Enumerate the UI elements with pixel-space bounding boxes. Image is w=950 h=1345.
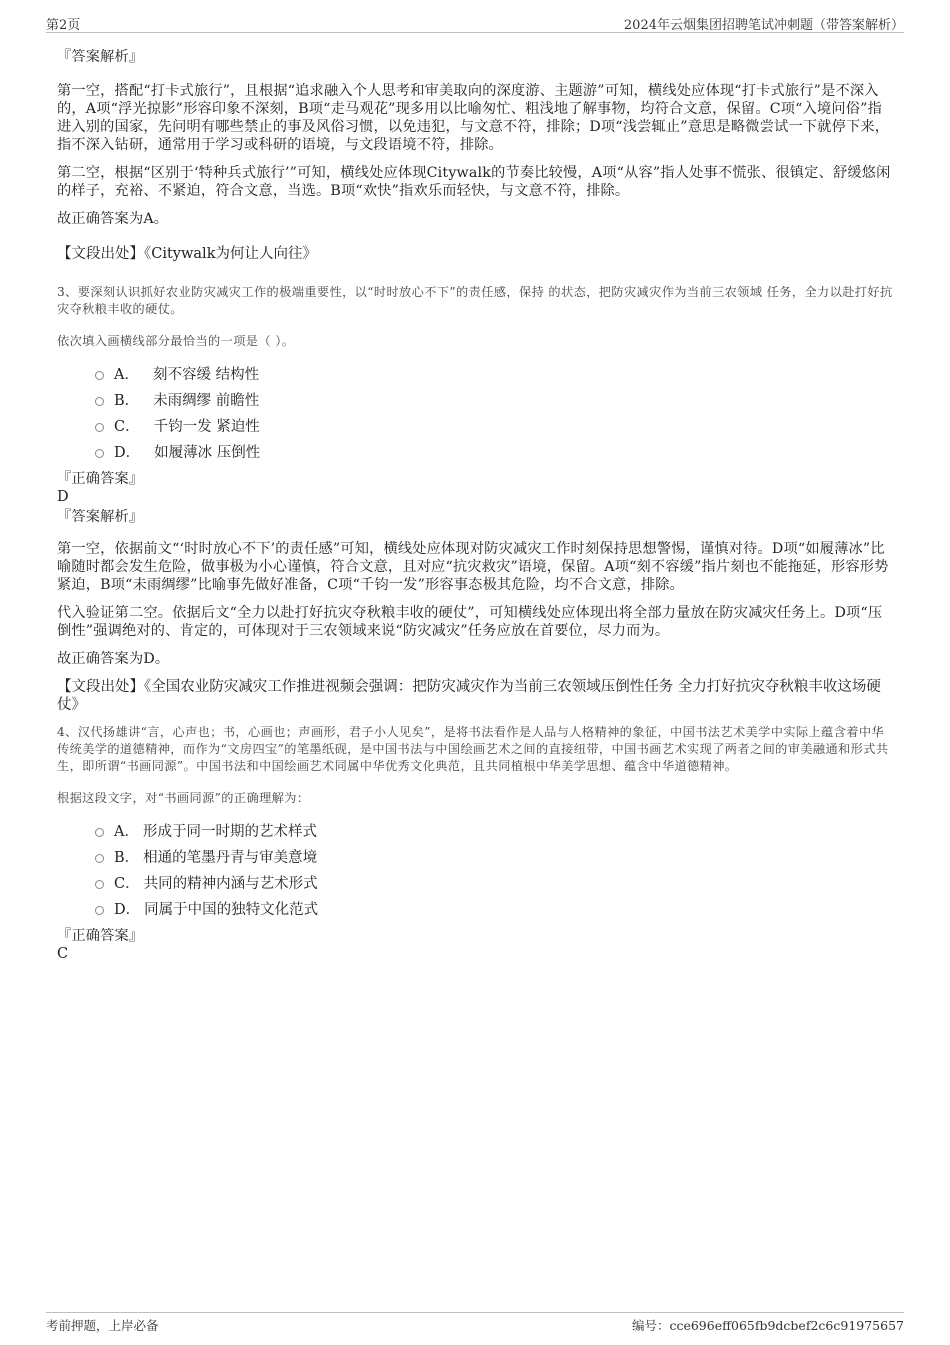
page-header (46, 12, 904, 33)
q3-answer: D (57, 489, 69, 505)
page-number: 第2页 (46, 18, 81, 33)
q4-answer-label: 『正确答案』 (57, 928, 144, 944)
q3-answer-label: 『正确答案』 (57, 471, 144, 487)
q4-prompt: 根据这段文字，对“书画同源”的正确理解为： (57, 791, 310, 805)
q2-analysis-label: 『答案解析』 (57, 49, 144, 65)
radio-icon[interactable] (95, 423, 104, 432)
document-title: 2024年云烟集团招聘笔试冲刺题（带答案解析） (623, 18, 904, 33)
radio-icon[interactable] (95, 449, 104, 458)
q4-options (95, 817, 893, 921)
q3-analysis-label: 『答案解析』 (57, 509, 144, 525)
q3-analysis-paragraph: 第一空，依据前文“‘时时放心不下’的责任感”可知，横线处应体现对防灾减灾工作时刻保持思想警惕，谨慎对待。D项“如履薄冰”比喻随时都会发生危险，做事极为小心谨慎，符合文意，且对应“抗灾救灾”语境，保留。A项“刻不容缓”指片刻也不能拖延，形容形势紧迫，B项“未雨绸缪”比喻事先做好准备，C项“千钧一发”形容事态极其危险，均不合文意，排除。 (57, 541, 889, 593)
q3-option-a[interactable]: A． 刻不容缓 结构性 (95, 360, 893, 386)
page-content (57, 40, 893, 963)
q2-analysis-paragraph: 第一空，搭配“打卡式旅行”，且根据“追求融入个人思考和审美取向的深度游、主题游”可知，横线处应体现“打卡式旅行”是不深入的，A项“浮光掠影”形容印象不深刻，B项“走马观花”现多用以比喻匆忙、粗浅地了解事物，均符合文意，保留。C项“入境问俗”指进入别的国家，先问明有哪些禁止的事及风俗习惯，以免违犯，与文意不符，排除；D项“浅尝辄止”意思是略微尝试一下就停下来，指不深入钻研，通常用于学习或科研的语境，与文段语境不符，排除。 (57, 83, 890, 153)
q3-prompt: 依次填入画横线部分最恰当的一项是（ ）。 (57, 334, 295, 348)
q4-option-a[interactable]: A． 形成于同一时期的艺术样式 (95, 817, 893, 843)
q3-option-b[interactable]: B． 未雨绸缪 前瞻性 (95, 386, 893, 412)
document-code: 编号：cce696eff065fb9dcbef2c6c91975657 (631, 1318, 904, 1333)
q3-source: 【文段出处】《全国农业防灾减灾工作推进视频会强调：把防灾减灾作为当前三农领域压倒性任务 全力打好抗灾夺秋粮丰收这场硬仗》 (57, 679, 881, 713)
q3-option-c[interactable]: C． 千钧一发 紧迫性 (95, 412, 893, 438)
q3-conclusion: 故正确答案为D。 (57, 651, 170, 667)
radio-icon[interactable] (95, 906, 104, 915)
radio-icon[interactable] (95, 880, 104, 889)
radio-icon[interactable] (95, 854, 104, 863)
q4-stem: 4、汉代扬雄讲“言，心声也；书，心画也；声画形，君子小人见矣”，是将书法看作是人品与人格精神的象征，中国书法艺术美学中实际上蕴含着中华传统美学的道德精神，而作为“文房四宝”的笔墨纸砚，是中国书法与中国绘画艺术之间的直接纽带，中国书画艺术实现了两者之间的审美融通和形式共生，即所谓“书画同源”。中国书法和中国绘画艺术同属中华优秀文化典范，且共同植根中华美学思想、蕴含中华道德精神。 (57, 725, 889, 773)
q4-option-c[interactable]: C． 共同的精神内涵与艺术形式 (95, 869, 893, 895)
radio-icon[interactable] (95, 828, 104, 837)
q4-answer: C (57, 946, 69, 962)
q4-option-d[interactable]: D． 同属于中国的独特文化范式 (95, 895, 893, 921)
radio-icon[interactable] (95, 371, 104, 380)
q3-analysis-paragraph: 代入验证第二空。依据后文“全力以赴打好抗灾夺秋粮丰收的硬仗”，可知横线处应体现出将全部力量放在防灾减灾任务上。D项“压倒性”强调绝对的、肯定的，可体现对于三农领域来说“防灾减灾”任务应放在首要位，尽力而为。 (57, 605, 883, 639)
q2-source: 【文段出处】《Citywalk为何让人向往》 (57, 246, 317, 262)
q3-option-d[interactable]: D． 如履薄冰 压倒性 (95, 438, 893, 464)
q2-conclusion: 故正确答案为A。 (57, 211, 169, 227)
footer-slogan: 考前押题，上岸必备 (46, 1318, 159, 1333)
q3-options (95, 360, 893, 464)
page-footer (46, 1312, 904, 1335)
q3-stem: 3、要深刻认识抓好农业防灾减灾工作的极端重要性，以“时时放心不下”的责任感，保持 的状态，把防灾减灾作为当前三农领域 任务，全力以赴打好抗灾夺秋粮丰收的硬仗。 (57, 285, 893, 316)
q2-analysis-paragraph: 第二空，根据“区别于‘特种兵式旅行’”可知，横线处应体现Citywalk的节奏比较慢，A项“从容”指人处事不慌张、很镇定、舒缓悠闲的样子，充裕、不紧迫，符合文意，当选。B项“欢快”指欢乐而轻快，与文意不符，排除。 (57, 165, 891, 199)
radio-icon[interactable] (95, 397, 104, 406)
q4-option-b[interactable]: B． 相通的笔墨丹青与审美意境 (95, 843, 893, 869)
